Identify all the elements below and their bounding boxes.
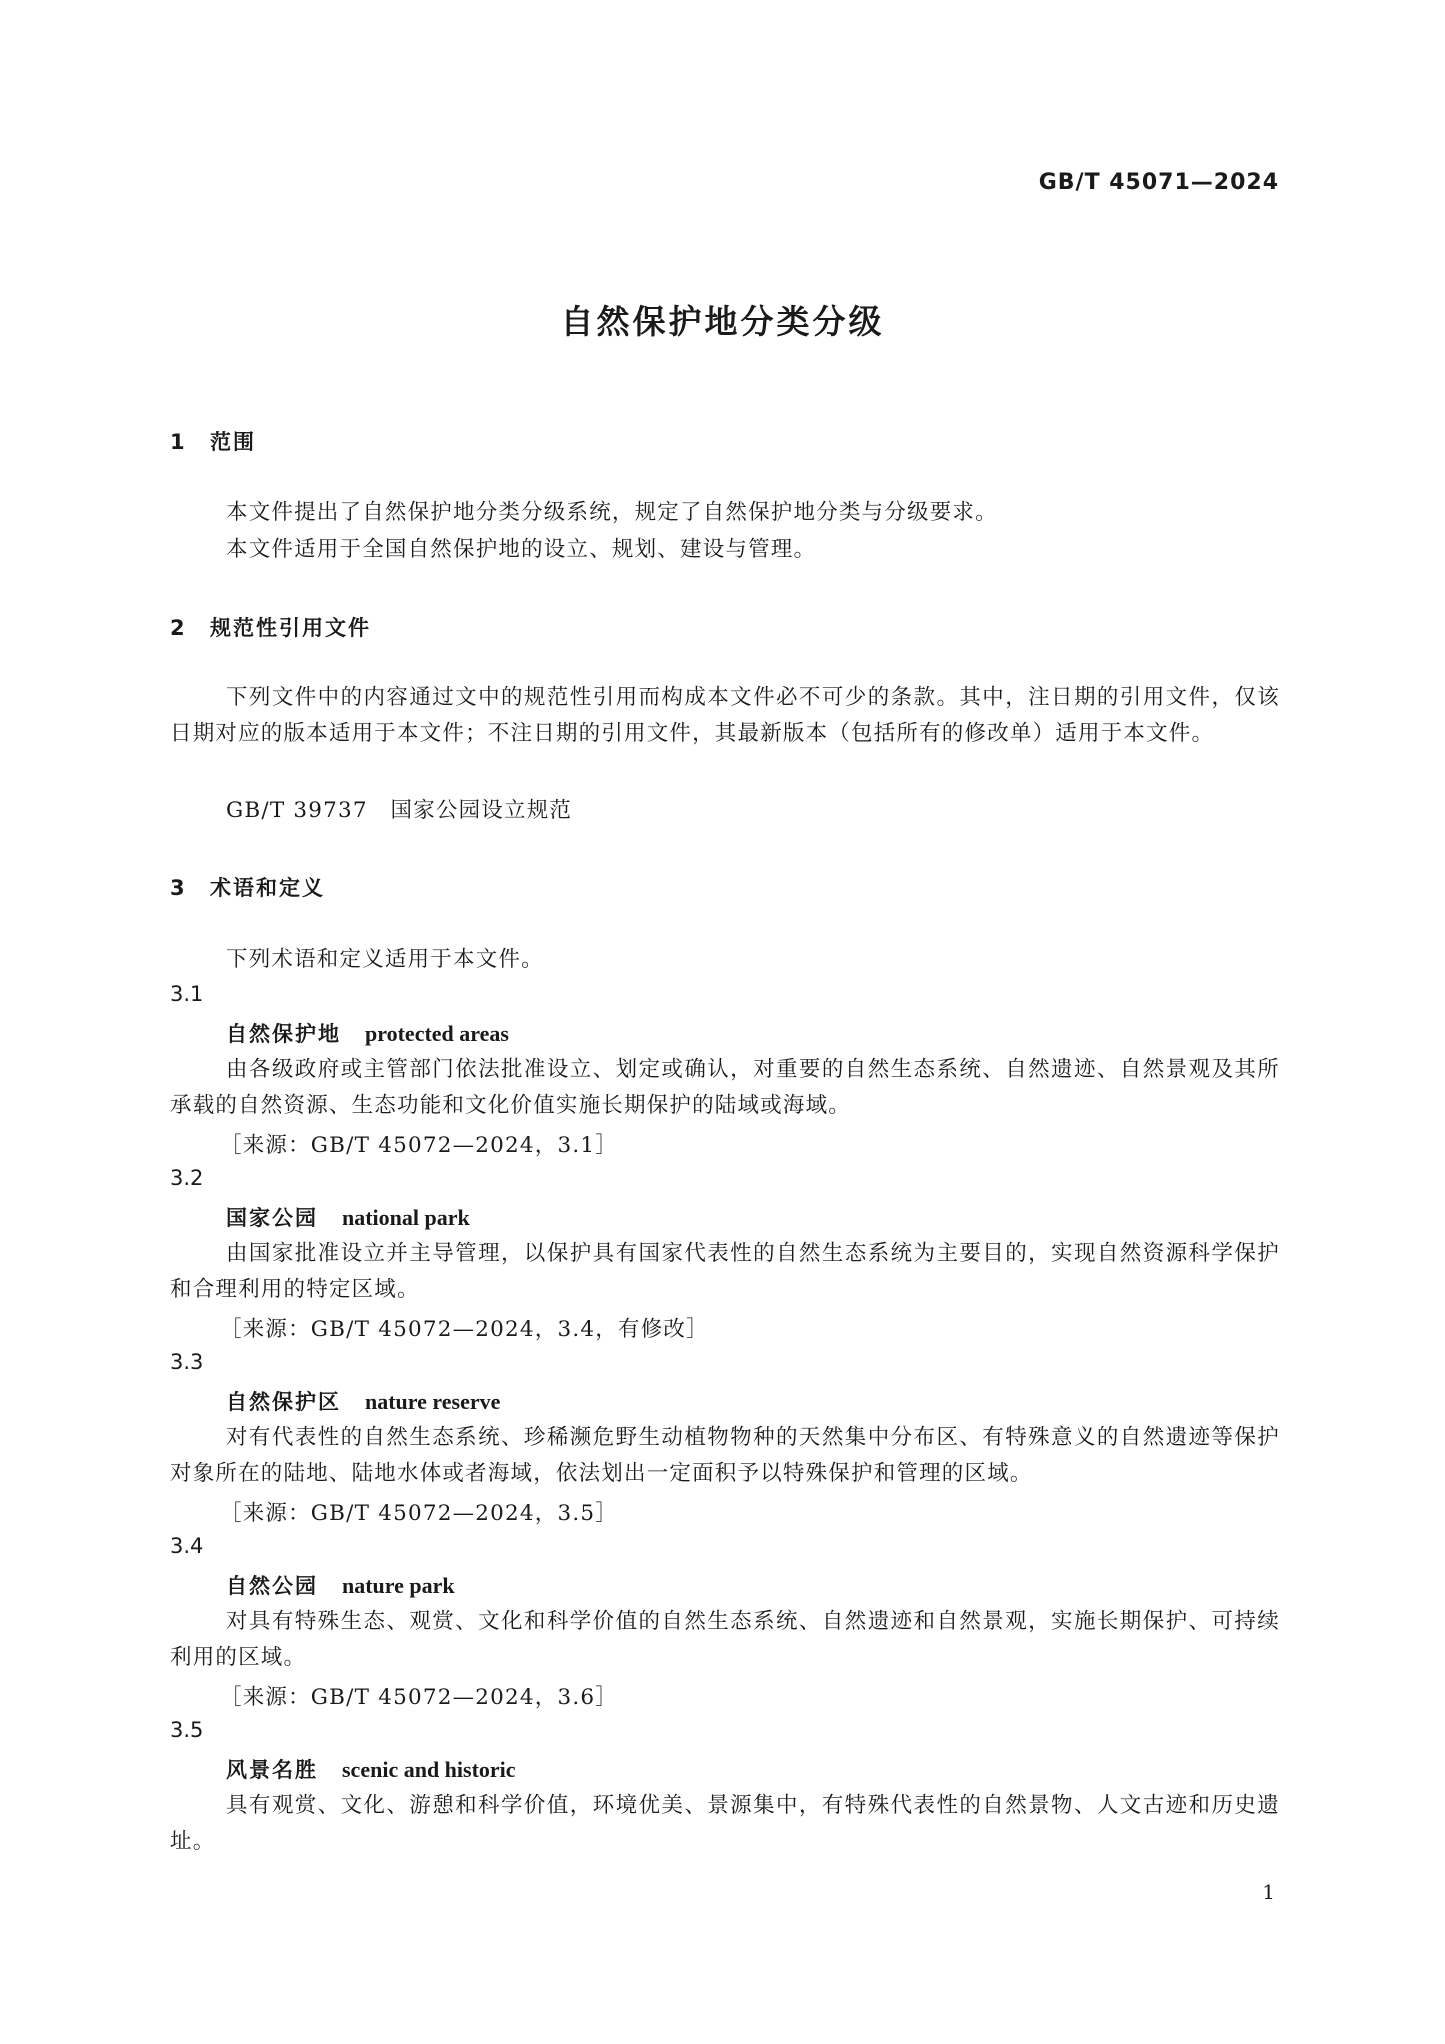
- term-number: 3.4: [170, 1534, 204, 1558]
- section-heading-terms: [170, 872, 325, 902]
- term-definition: 对具有特殊生态、观赏、文化和科学价值的自然生态系统、自然遗迹和自然景观，实施长期保护、可持续利用的区域。: [170, 1609, 1280, 1670]
- term-name-en: nature park: [342, 1573, 455, 1598]
- term-definition: 对有代表性的自然生态系统、珍稀濒危野生动植物物种的天然集中分布区、有特殊意义的自然遗迹等保护对象所在的陆地、陆地水体或者海域，依法划出一定面积予以特殊保护和管理的区域。: [170, 1425, 1280, 1486]
- document-title: 自然保护地分类分级: [560, 302, 885, 341]
- term-number: 3.5: [170, 1718, 204, 1742]
- term-source: ［来源：GB/T 45072—2024，3.6］: [220, 1685, 618, 1710]
- standard-code: GB/T 45071—2024: [1038, 170, 1279, 195]
- terms-intro: 下列术语和定义适用于本文件。: [226, 947, 544, 972]
- term-name-zh: 国家公园: [226, 1206, 318, 1230]
- references-paragraph: 下列文件中的内容通过文中的规范性引用而构成本文件必不可少的条款。其中，注日期的引用文件，仅该日期对应的版本适用于本文件；不注日期的引用文件，其最新版本（包括所有的修改单）适用于本文件。: [170, 685, 1280, 746]
- section-heading-scope: [170, 426, 256, 456]
- term-name-zh: 自然保护区: [226, 1390, 341, 1414]
- term-number: 3.2: [170, 1166, 204, 1190]
- section-heading-normative-references: [170, 612, 371, 642]
- term-name: [226, 1018, 509, 1048]
- reference-entry: GB/T 39737 国家公园设立规范: [226, 798, 573, 823]
- term-source: ［来源：GB/T 45072—2024，3.4，有修改］: [220, 1317, 709, 1342]
- term-name-zh: 自然保护地: [226, 1022, 341, 1046]
- page-number: 1: [1262, 1880, 1275, 1904]
- term-name-en: protected areas: [365, 1021, 509, 1046]
- term-name-en: scenic and historic: [342, 1757, 516, 1782]
- term-name: [226, 1202, 470, 1232]
- scope-paragraph-2: 本文件适用于全国自然保护地的设立、规划、建设与管理。: [226, 537, 817, 562]
- term-source: ［来源：GB/T 45072—2024，3.1］: [220, 1133, 618, 1158]
- term-definition: 由国家批准设立并主导管理，以保护具有国家代表性的自然生态系统为主要目的，实现自然资源科学保护和合理利用的特定区域。: [170, 1241, 1280, 1302]
- section-title: 术语和定义: [210, 876, 325, 900]
- term-definition: 由各级政府或主管部门依法批准设立、划定或确认，对重要的自然生态系统、自然遗迹、自然景观及其所承载的自然资源、生态功能和文化价值实施长期保护的陆域或海域。: [170, 1057, 1280, 1118]
- term-number: 3.1: [170, 982, 204, 1006]
- term-definition: 具有观赏、文化、游憩和科学价值，环境优美、景源集中，有特殊代表性的自然景物、人文古迹和历史遗址。: [170, 1793, 1280, 1854]
- term-name-zh: 风景名胜: [226, 1758, 318, 1782]
- term-source: ［来源：GB/T 45072—2024，3.5］: [220, 1501, 618, 1526]
- section-title: 范围: [210, 430, 256, 454]
- section-number: 3: [170, 876, 187, 900]
- section-number: 2: [170, 616, 187, 640]
- term-name-en: national park: [342, 1205, 470, 1230]
- term-name-zh: 自然公园: [226, 1574, 318, 1598]
- term-name: [226, 1386, 500, 1416]
- term-name-en: nature reserve: [365, 1389, 501, 1414]
- section-number: 1: [170, 430, 187, 454]
- section-title: 规范性引用文件: [210, 616, 371, 640]
- term-name: [226, 1570, 455, 1600]
- term-number: 3.3: [170, 1350, 204, 1374]
- scope-paragraph-1: 本文件提出了自然保护地分类分级系统，规定了自然保护地分类与分级要求。: [226, 500, 998, 525]
- term-name: [226, 1754, 516, 1784]
